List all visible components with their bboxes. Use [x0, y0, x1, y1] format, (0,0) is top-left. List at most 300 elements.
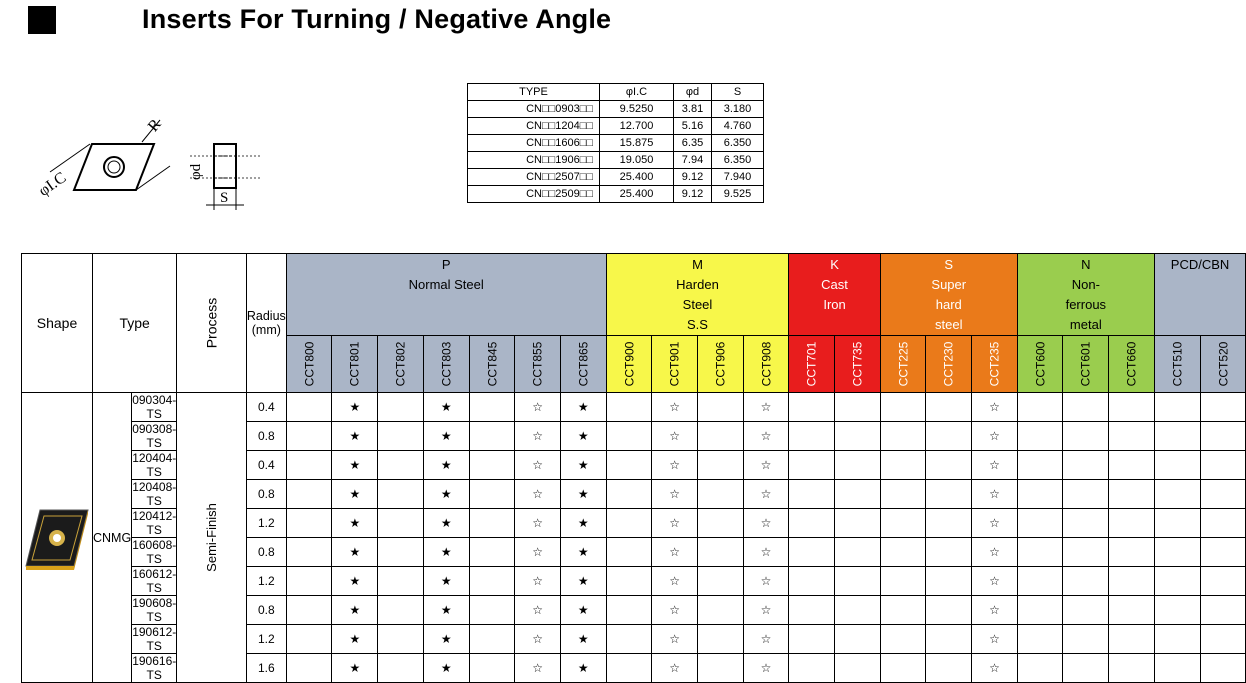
grade-name-cell [1063, 336, 1109, 393]
empty-mark [606, 567, 652, 596]
grade-name: CCT908 [759, 341, 774, 387]
dimension-value-cell: 6.350 [712, 152, 764, 169]
material-group-name: Normal Steel [408, 277, 484, 292]
material-group-k [789, 254, 880, 336]
grade-name: CCT906 [713, 341, 728, 387]
empty-mark [469, 422, 515, 451]
dimension-value-cell: 9.5250 [600, 101, 674, 118]
recommended-mark: ★ [332, 625, 378, 654]
empty-mark [286, 393, 332, 422]
dimension-header: φd [674, 84, 712, 101]
insert-type-cell: 160608-TS [132, 538, 177, 566]
grade-name-cell [880, 336, 926, 393]
empty-mark [1063, 480, 1109, 509]
empty-mark [926, 654, 972, 683]
radius-cell: 0.8 [246, 596, 286, 625]
material-group-letter: N [1081, 257, 1091, 272]
suitable-mark: ☆ [515, 538, 561, 567]
empty-mark [469, 480, 515, 509]
material-group-s [880, 254, 1017, 336]
empty-mark [469, 393, 515, 422]
empty-mark [1063, 393, 1109, 422]
empty-mark [469, 567, 515, 596]
grade-name-cell [560, 336, 606, 393]
dimension-value-cell: 12.700 [600, 118, 674, 135]
radius-cell: 1.2 [246, 625, 286, 654]
empty-mark [697, 393, 743, 422]
empty-mark [606, 625, 652, 654]
empty-mark [606, 654, 652, 683]
empty-mark [835, 538, 881, 567]
insert-type-cell: 190608-TS [132, 596, 177, 624]
dimension-type-cell: CN□□1204□□ [468, 118, 600, 135]
grade-table [21, 253, 1246, 683]
empty-mark [1200, 538, 1246, 567]
empty-mark [789, 625, 835, 654]
empty-mark [286, 480, 332, 509]
material-group-letter: K [830, 257, 839, 272]
insert-type-cell: 120412-TS [132, 509, 177, 537]
empty-mark [880, 480, 926, 509]
empty-mark [1200, 625, 1246, 654]
empty-mark [697, 422, 743, 451]
suitable-mark: ☆ [652, 480, 698, 509]
dimension-type-cell: CN□□1906□□ [468, 152, 600, 169]
empty-mark [835, 480, 881, 509]
grade-name: CCT901 [667, 341, 682, 387]
page-title: Inserts For Turning / Negative Angle [142, 4, 612, 34]
recommended-mark: ★ [423, 451, 469, 480]
grade-name: CCT225 [896, 341, 911, 387]
recommended-mark: ★ [423, 654, 469, 683]
suitable-mark: ☆ [652, 393, 698, 422]
empty-mark [835, 393, 881, 422]
recommended-mark: ★ [560, 625, 606, 654]
empty-mark [378, 422, 424, 451]
insert-type-cell: 090304-TS [132, 393, 177, 421]
insert-side-view [214, 144, 236, 188]
empty-mark [926, 422, 972, 451]
grade-name: CCT865 [576, 341, 591, 387]
dimension-type-cell: CN□□1606□□ [468, 135, 600, 152]
dimension-value-cell: 7.94 [674, 152, 712, 169]
d-label: φd [188, 163, 204, 180]
empty-mark [789, 509, 835, 538]
dimension-value-cell: 4.760 [712, 118, 764, 135]
title-square-marker [28, 6, 56, 34]
material-group-letter: P [441, 257, 451, 272]
material-group-p [286, 254, 606, 336]
material-group-name: hard [935, 297, 962, 312]
suitable-mark: ☆ [972, 480, 1018, 509]
radius-label: R [144, 115, 165, 136]
empty-mark [697, 625, 743, 654]
dimension-row [468, 186, 764, 203]
material-group-name: steel [935, 317, 963, 332]
grade-name-cell [515, 336, 561, 393]
empty-mark [1154, 393, 1200, 422]
recommended-mark: ★ [560, 567, 606, 596]
empty-mark [1109, 422, 1155, 451]
dimension-value-cell: 9.12 [674, 169, 712, 186]
empty-mark [789, 480, 835, 509]
empty-mark [469, 451, 515, 480]
radius-cell: 0.4 [246, 451, 286, 480]
empty-mark [1154, 654, 1200, 683]
recommended-mark: ★ [423, 422, 469, 451]
dimension-value-cell: 15.875 [600, 135, 674, 152]
empty-mark [697, 509, 743, 538]
empty-mark [697, 451, 743, 480]
empty-mark [880, 596, 926, 625]
suitable-mark: ☆ [743, 451, 789, 480]
empty-mark [1200, 654, 1246, 683]
process-cell [177, 393, 247, 683]
grade-name: CCT900 [621, 341, 636, 387]
empty-mark [378, 654, 424, 683]
recommended-mark: ★ [332, 654, 378, 683]
empty-mark [880, 509, 926, 538]
suitable-mark: ☆ [515, 393, 561, 422]
empty-mark [286, 567, 332, 596]
material-group-name: S.S [687, 317, 708, 332]
radius-cell: 1.2 [246, 567, 286, 596]
suitable-mark: ☆ [972, 538, 1018, 567]
grade-name-cell [378, 336, 424, 393]
grade-name-cell [1017, 336, 1063, 393]
recommended-mark: ★ [332, 393, 378, 422]
grade-table-header-row [22, 254, 1246, 336]
empty-mark [378, 480, 424, 509]
empty-mark [1200, 422, 1246, 451]
type-header: Type [93, 254, 177, 393]
insert-hole-shape [104, 157, 124, 177]
radius-cell: 1.6 [246, 654, 286, 683]
empty-mark [1063, 451, 1109, 480]
grade-name-cell [469, 336, 515, 393]
empty-mark [469, 509, 515, 538]
empty-mark [606, 509, 652, 538]
empty-mark [1017, 393, 1063, 422]
empty-mark [880, 567, 926, 596]
material-group-name: metal [1069, 317, 1102, 332]
recommended-mark: ★ [423, 567, 469, 596]
grade-name: CCT660 [1124, 341, 1139, 387]
empty-mark [378, 538, 424, 567]
radius-header-unit: (mm) [251, 323, 281, 337]
recommended-mark: ★ [332, 422, 378, 451]
grade-name: CCT803 [439, 341, 454, 387]
empty-mark [697, 596, 743, 625]
empty-mark [697, 480, 743, 509]
empty-mark [286, 596, 332, 625]
empty-mark [378, 393, 424, 422]
empty-mark [1200, 509, 1246, 538]
empty-mark [835, 509, 881, 538]
insert-type-cell: 120408-TS [132, 480, 177, 508]
insert-row [22, 393, 1246, 422]
grade-name: CCT235 [987, 341, 1002, 387]
process-header [177, 254, 247, 393]
empty-mark [1017, 480, 1063, 509]
recommended-mark: ★ [423, 480, 469, 509]
recommended-mark: ★ [560, 509, 606, 538]
grade-name-cell [1109, 336, 1155, 393]
suitable-mark: ☆ [515, 625, 561, 654]
suitable-mark: ☆ [972, 625, 1018, 654]
grade-name: CCT230 [941, 341, 956, 387]
empty-mark [1109, 393, 1155, 422]
empty-mark [1017, 538, 1063, 567]
process-header-label: Process [203, 297, 220, 349]
empty-mark [926, 451, 972, 480]
dimension-value-cell: 19.050 [600, 152, 674, 169]
empty-mark [1063, 567, 1109, 596]
empty-mark [1017, 422, 1063, 451]
dimension-row [468, 118, 764, 135]
suitable-mark: ☆ [743, 538, 789, 567]
suitable-mark: ☆ [972, 509, 1018, 538]
empty-mark [1063, 625, 1109, 654]
empty-mark [1017, 654, 1063, 683]
dimension-row [468, 169, 764, 186]
radius-cell: 0.8 [246, 422, 286, 451]
empty-mark [1154, 625, 1200, 654]
recommended-mark: ★ [332, 451, 378, 480]
radius-header [246, 254, 286, 393]
empty-mark [926, 567, 972, 596]
empty-mark [469, 654, 515, 683]
empty-mark [880, 654, 926, 683]
radius-cell: 0.8 [246, 538, 286, 567]
insert-type-cell: 120404-TS [132, 451, 177, 479]
empty-mark [378, 625, 424, 654]
grade-name-cell [286, 336, 332, 393]
empty-mark [286, 451, 332, 480]
suitable-mark: ☆ [652, 567, 698, 596]
empty-mark [1109, 567, 1155, 596]
recommended-mark: ★ [332, 567, 378, 596]
dimension-row [468, 152, 764, 169]
dimension-value-cell: 9.12 [674, 186, 712, 203]
grade-name-cell [1200, 336, 1246, 393]
empty-mark [1017, 509, 1063, 538]
dimension-value-cell: 6.35 [674, 135, 712, 152]
grade-name-cell [743, 336, 789, 393]
empty-mark [1154, 480, 1200, 509]
dimension-value-cell: 3.81 [674, 101, 712, 118]
empty-mark [880, 538, 926, 567]
grade-name-cell [697, 336, 743, 393]
empty-mark [926, 509, 972, 538]
empty-mark [1063, 538, 1109, 567]
recommended-mark: ★ [560, 451, 606, 480]
material-group-name: Iron [823, 297, 846, 312]
suitable-mark: ☆ [652, 654, 698, 683]
empty-mark [835, 422, 881, 451]
empty-mark [789, 596, 835, 625]
grade-name: CCT801 [347, 341, 362, 387]
empty-mark [1063, 422, 1109, 451]
recommended-mark: ★ [560, 480, 606, 509]
recommended-mark: ★ [560, 422, 606, 451]
grade-name-cell [972, 336, 1018, 393]
grade-name-cell [835, 336, 881, 393]
suitable-mark: ☆ [515, 654, 561, 683]
empty-mark [926, 393, 972, 422]
empty-mark [1200, 596, 1246, 625]
grade-name-cell [1154, 336, 1200, 393]
ic-label: φI.C [35, 169, 70, 200]
suitable-mark: ☆ [515, 480, 561, 509]
dimension-type-cell: CN□□0903□□ [468, 101, 600, 118]
material-group-name: Cast [821, 277, 848, 292]
empty-mark [835, 596, 881, 625]
empty-mark [697, 538, 743, 567]
empty-mark [789, 422, 835, 451]
grade-name: CCT520 [1215, 341, 1230, 387]
recommended-mark: ★ [332, 509, 378, 538]
empty-mark [880, 451, 926, 480]
material-group-name: ferrous [1065, 297, 1107, 312]
empty-mark [286, 422, 332, 451]
recommended-mark: ★ [332, 480, 378, 509]
empty-mark [1017, 596, 1063, 625]
material-group-name: Non- [1071, 277, 1100, 292]
grade-name: CCT802 [393, 341, 408, 387]
suitable-mark: ☆ [652, 538, 698, 567]
radius-cell: 1.2 [246, 509, 286, 538]
process-label: Semi-Finish [204, 503, 220, 572]
empty-mark [1154, 509, 1200, 538]
empty-mark [1200, 393, 1246, 422]
grade-name-cell [332, 336, 378, 393]
empty-mark [926, 596, 972, 625]
suitable-mark: ☆ [743, 596, 789, 625]
insert-dimension-drawing [30, 100, 270, 220]
grade-name-cell [789, 336, 835, 393]
empty-mark [835, 451, 881, 480]
empty-mark [926, 625, 972, 654]
empty-mark [1109, 451, 1155, 480]
shape-header: Shape [22, 254, 93, 393]
suitable-mark: ☆ [972, 567, 1018, 596]
grade-name: CCT601 [1078, 341, 1093, 387]
dimension-header: S [712, 84, 764, 101]
material-group-letter: S [944, 257, 954, 272]
suitable-mark: ☆ [972, 596, 1018, 625]
suitable-mark: ☆ [972, 422, 1018, 451]
recommended-mark: ★ [560, 538, 606, 567]
empty-mark [606, 596, 652, 625]
empty-mark [1017, 451, 1063, 480]
empty-mark [378, 509, 424, 538]
empty-mark [286, 509, 332, 538]
suitable-mark: ☆ [972, 393, 1018, 422]
empty-mark [880, 393, 926, 422]
dimension-value-cell: 5.16 [674, 118, 712, 135]
empty-mark [378, 596, 424, 625]
dimension-value-cell: 7.940 [712, 169, 764, 186]
material-group-n [1017, 254, 1154, 336]
suitable-mark: ☆ [515, 509, 561, 538]
dimension-row [468, 101, 764, 118]
empty-mark [1017, 625, 1063, 654]
material-group-letter: M [692, 257, 703, 272]
material-group-name: PCD/CBN [1170, 257, 1230, 272]
empty-mark [926, 538, 972, 567]
recommended-mark: ★ [423, 393, 469, 422]
grade-name: CCT735 [850, 341, 865, 387]
empty-mark [1063, 654, 1109, 683]
empty-mark [1154, 567, 1200, 596]
material-group-name: Harden [676, 277, 719, 292]
insert-outline-shape [74, 144, 154, 190]
suitable-mark: ☆ [972, 451, 1018, 480]
suitable-mark: ☆ [652, 422, 698, 451]
suitable-mark: ☆ [652, 451, 698, 480]
empty-mark [606, 480, 652, 509]
empty-mark [1109, 509, 1155, 538]
insert-type-cell: 190612-TS [132, 625, 177, 653]
dimension-value-cell: 9.525 [712, 186, 764, 203]
empty-mark [1200, 451, 1246, 480]
empty-mark [1109, 596, 1155, 625]
suitable-mark: ☆ [743, 654, 789, 683]
recommended-mark: ★ [423, 625, 469, 654]
grade-name: CCT800 [302, 341, 317, 387]
suitable-mark: ☆ [515, 422, 561, 451]
dimension-row [468, 135, 764, 152]
material-group-m [606, 254, 789, 336]
empty-mark [1200, 480, 1246, 509]
suitable-mark: ☆ [743, 567, 789, 596]
dimension-type-cell: CN□□2509□□ [468, 186, 600, 203]
grade-name-cell [926, 336, 972, 393]
empty-mark [789, 538, 835, 567]
empty-mark [789, 393, 835, 422]
empty-mark [286, 538, 332, 567]
s-label: S [220, 190, 229, 206]
empty-mark [1200, 567, 1246, 596]
grade-name-cell [652, 336, 698, 393]
suitable-mark: ☆ [743, 393, 789, 422]
grade-name: CCT855 [530, 341, 545, 387]
recommended-mark: ★ [423, 596, 469, 625]
recommended-mark: ★ [560, 654, 606, 683]
grade-name: CCT510 [1170, 341, 1185, 387]
dimension-value-cell: 25.400 [600, 169, 674, 186]
radius-header-label: Radius [246, 309, 286, 323]
empty-mark [469, 625, 515, 654]
empty-mark [1154, 451, 1200, 480]
empty-mark [1017, 567, 1063, 596]
suitable-mark: ☆ [743, 625, 789, 654]
radius-cell: 0.4 [246, 393, 286, 422]
insert-image [22, 506, 92, 570]
empty-mark [469, 596, 515, 625]
suitable-mark: ☆ [743, 480, 789, 509]
empty-mark [697, 654, 743, 683]
dimension-header: TYPE [468, 84, 600, 101]
empty-mark [1063, 596, 1109, 625]
empty-mark [606, 538, 652, 567]
empty-mark [1154, 596, 1200, 625]
empty-mark [1109, 538, 1155, 567]
empty-mark [378, 567, 424, 596]
grade-name: CCT845 [484, 341, 499, 387]
recommended-mark: ★ [560, 596, 606, 625]
